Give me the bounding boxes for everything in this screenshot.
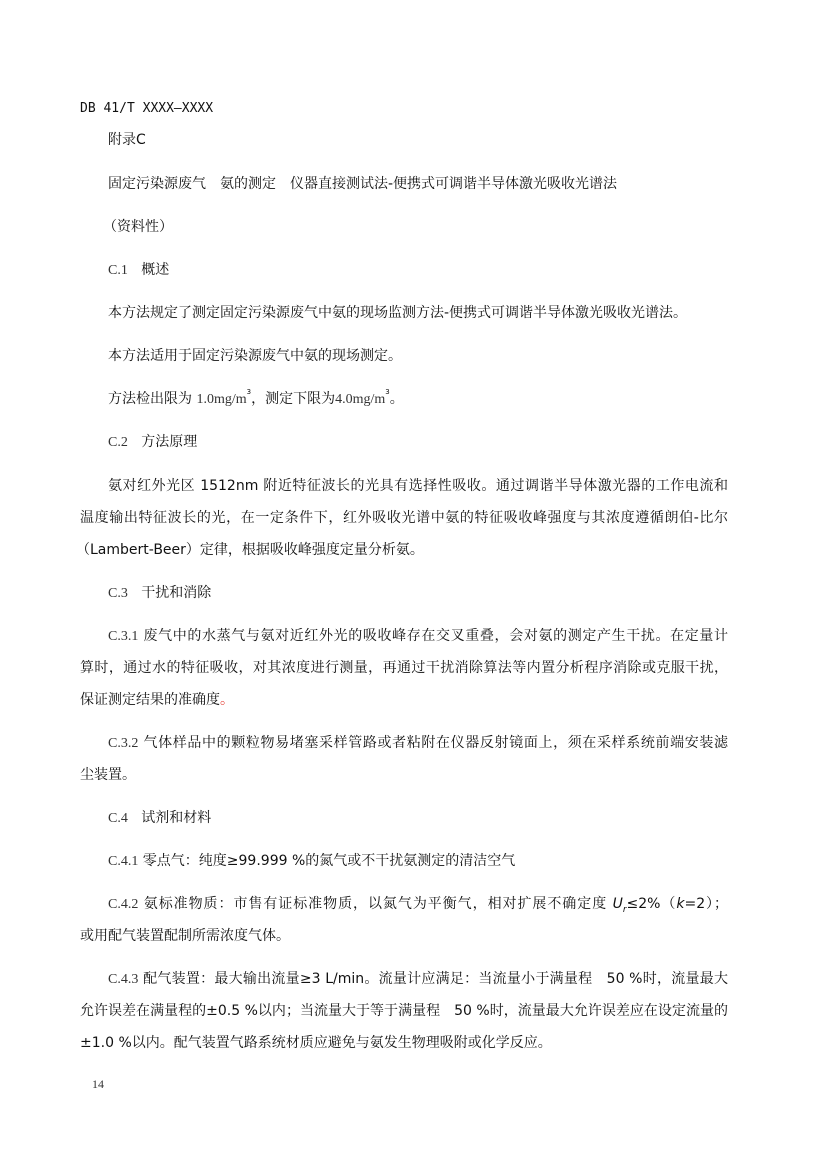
paragraph-line: 允许误差在满量程的±0.5 %以内；当流量大于等于满量程 50 %时，流量最大允许误差应在设定流量的 (80, 1003, 728, 1019)
paragraph-line: 尘装置。 (80, 767, 136, 783)
paragraph: 本方法规定了测定固定污染源废气中氨的现场监测方法-便携式可调谐半导体激光吸收光谱法。 (108, 305, 688, 321)
paragraph: 本方法适用于固定污染源废气中氨的现场测定。 (108, 348, 402, 364)
paragraph-line: 算时，通过水的特征吸收，对其浓度进行测量，再通过干扰消除算法等内置分析程序消除或克服干扰， (80, 660, 728, 676)
section-title: 方法原理 (141, 434, 198, 450)
appendix-label: 附录C (108, 132, 146, 148)
appendix-nature: （资料性） (103, 219, 173, 235)
paragraph-line: 或用配气装置配制所需浓度气体。 (80, 928, 290, 944)
section-number: C.3 (108, 586, 128, 601)
clause-c31-line: C.3.1 废气中的水蒸气与氨对近红外光的吸收峰存在交叉重叠，会对氨的测定产生干扰。在定量计 (108, 628, 729, 644)
quantification-limit-value: 4.0mg/m (335, 392, 386, 407)
section-title: 概述 (141, 262, 170, 278)
section-heading-c1 (108, 260, 169, 281)
section-heading-c4 (108, 808, 211, 829)
section-number: C.4 (108, 811, 128, 826)
clause-c32-line: C.3.2 气体样品中的颗粒物易堵塞采样管路或者粘附在仪器反射镜面上，须在采样系统前端安装滤 (108, 735, 729, 751)
paragraph-line: ±1.0 %以内。配气装置气路系统材质应避免与氨发生物理吸附或化学反应。 (80, 1035, 552, 1051)
page-number: 14 (92, 1077, 104, 1091)
paragraph-line: 氨对红外光区 1512nm 附近特征波长的光具有选择性吸收。通过调谐半导体激光器的工作电流和 (108, 478, 728, 494)
section-title: 试剂和材料 (141, 810, 212, 826)
clause-number: C.4.1 (108, 854, 139, 869)
section-number: C.1 (108, 263, 128, 278)
detection-limit-value: 1.0mg/m (196, 392, 247, 407)
section-number: C.2 (108, 435, 128, 450)
clause-number: C.4.2 (108, 897, 139, 912)
clause-c41-line: C.4.1 零点气：纯度≥99.999 %的氮气或不干扰氨测定的清洁空气 (108, 853, 516, 869)
paragraph-line: 温度输出特征波长的光，在一定条件下，红外吸收光谱中氨的特征吸收峰强度与其浓度遵循朗伯-比尔 (80, 510, 728, 526)
section-heading-c3 (108, 583, 211, 604)
paragraph-detection-limit: 方法检出限为 $1.0mg/m^3$，测定下限为$4.0mg/m^3$。 (108, 388, 404, 407)
highlighted-punctuation: 。 (220, 692, 234, 708)
section-heading-c2 (108, 432, 197, 453)
clause-number: C.4.3 (108, 972, 139, 987)
appendix-title: 固定污染源废气 氨的测定 仪器直接测试法-便携式可调谐半导体激光吸收光谱法 (108, 176, 618, 192)
page-header-code: DB 41/T XXXX—XXXX (80, 101, 214, 116)
section-title: 干扰和消除 (141, 585, 212, 601)
clause-c42-line: C.4.2 氨标准物质：市售有证标准物质，以氮气为平衡气，相对扩展不确定度 $U_r\le 2\%(k=2)$； (108, 896, 729, 915)
clause-c43-line: C.4.3 配气装置：最大输出流量≥3 L/min。流量计应满足：当流量小于满量程 50 %时，流量最大 (108, 971, 729, 987)
clause-number: C.3.1 (108, 629, 139, 644)
paragraph-line: 保证测定结果的准确度。 (80, 692, 234, 708)
clause-number: C.3.2 (108, 736, 139, 751)
paragraph-line: （Lambert-Beer）定律，根据吸收峰强度定量分析氨。 (76, 542, 424, 558)
